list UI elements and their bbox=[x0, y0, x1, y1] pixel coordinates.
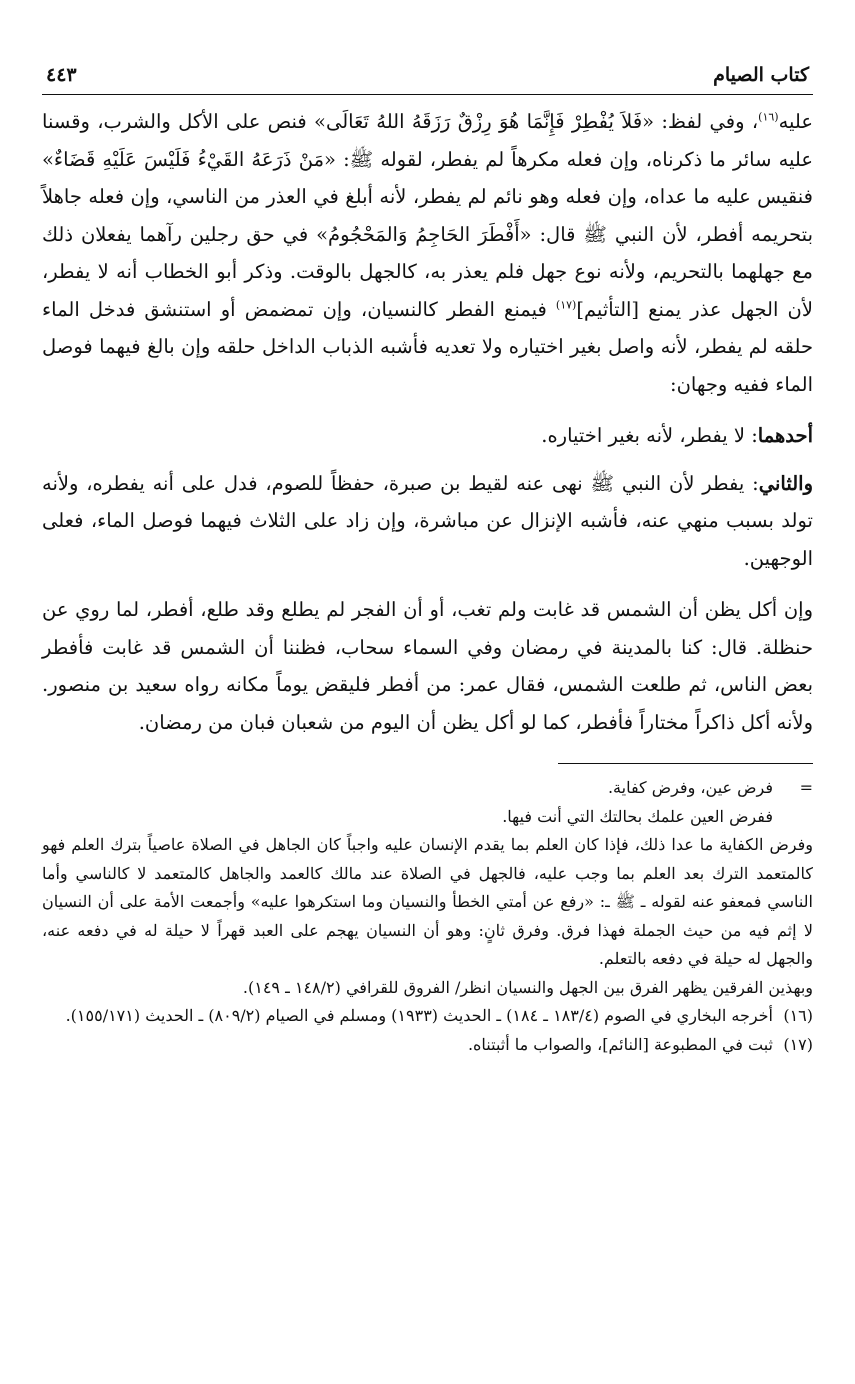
paragraph-4: وإن أكل يظن أن الشمس قد غابت ولم تغب، أو أن الفجر لم يطلع وقد طلع، أفطر، لما روي عن حنظلة. قال: كنا بالمدينة في رمضان وفي السماء سحاب، فظننا أن الشمس قد غابت فأفطر بعض الناس، ثم طلعت الشمس، فقال عمر: من أفطر فليقض يوماً مكانه رواه سعيد بن منصور. ولأنه أكل ذاكراً مختاراً فأفطر، كما لو أكل يظن أن اليوم من شعبان فبان من رمضان. bbox=[42, 598, 813, 734]
footnote-line-row bbox=[42, 831, 813, 974]
footnote-line-row bbox=[42, 803, 813, 832]
footnote-number: (١٦) bbox=[783, 1006, 813, 1025]
footnote-divider bbox=[558, 763, 813, 764]
footnote-line: فرض عين، وفرض كفاية. bbox=[607, 778, 773, 797]
continuation-mark: = bbox=[799, 778, 813, 797]
footnote-line: ففرض العين علمك بحالتك التي أنت فيها. bbox=[502, 806, 773, 826]
footnote-number: (١٧) bbox=[783, 1034, 813, 1054]
footnote-line: وفرض الكفاية ما عدا ذلك، فإذا كان العلم بما يقدم الإنسان عليه واجباً كان الجاهل في الصلاة عاصياً بترك العلم فهو كالمتعمد الترك بعد العلم بما وجب عليه، فالجهل في الصلاة عند مالك كالعمد والجاهل كالمتعمد لا كالناسي وأما الناسي فمعفو عنه لقوله ـ ﷺ ـ: «رفع عن أمتي الخطأ والنسيان وما استكرهوا عليه» وأجمعت الأمة على أن النسيان لا إثم فيه من حيث الجملة فهذا فرق. وفرق ثانٍ: وهو أن النسيان يهجم على العبد قهراً لا حيلة له في دفعه عنه، والجهل له حيلة في دفعه بالتعلم. bbox=[42, 835, 813, 968]
footnote-line-row bbox=[42, 974, 813, 1003]
footnote-16 bbox=[42, 1002, 813, 1031]
footnote-continuation bbox=[42, 774, 813, 803]
footnote-ref-17[interactable]: (١٧) bbox=[555, 298, 577, 311]
page-header bbox=[42, 62, 813, 95]
footnote-line: وبهذين الفرقين يظهر الفرق بين الجهل والنسيان انظر/ الفروق للقرافي (١٤٨/٢ ـ ١٤٩). bbox=[242, 977, 813, 997]
footnotes bbox=[42, 774, 813, 1059]
paragraph-2: أحدهما: لا يفطر، لأنه بغير اختياره. bbox=[541, 424, 813, 447]
paragraph-lead: أحدهما bbox=[757, 424, 813, 447]
paragraph-lead: والثاني bbox=[758, 471, 813, 495]
paragraph-3: والثاني: يفطر لأن النبي ﷺ نهى عنه لقيط بن صبرة، حفظاً للصوم، فدل على أنه يفطره، ولأنه تولد بسبب منهي عنه، فأشبه الإنزال عن مباشرة، وإن زاد على الثلاث فيهما فوصل الماء، فعلى الوجهين. bbox=[42, 471, 813, 570]
paragraph-1: عليه$^{(١٦)}$، وفي لفظ: «فَلاَ يُفْطِرْ فَإِنَّمَا هُوَ رِزْقٌ رَزَقَهُ اللهُ تَعَالَى» فنص على الأكل والشرب، وقسنا عليه سائر ما ذكرناه، وإن فعله مكرهاً لم يفطر، لقوله ﷺ: «مَنْ ذَرَعَهُ القَيْءُ فَلَيْسَ عَلَيْهِ قَضَاءٌ» فنقيس عليه ما عداه، وإن فعله وهو نائم لم يفطر، لأنه أبلغ في العذر من الناسي، وإن فعله جاهلاً بتحريمه أفطر، لأن النبي ﷺ قال: «أَفْطَرَ الحَاجِمُ وَالمَحْجُومُ» في حق رجلين رآهما يفعلان ذلك مع جهلهما بالتحريم، ولأنه نوع جهل فلم يعذر به، كالجهل بالوقت. وذكر أبو الخطاب أنه لا يفطر، لأن الجهل عذر يمنع [التأثيم]$^{(١٧)}$ فيمنع الفطر كالنسيان، وإن تمضمض أو استنشق فدخل الماء حلقه لم يفطر، لأنه واصل بغير اختياره ولا تعديه فأشبه الذباب الداخل حلقه وإن بالغ فيهما فوصل الماء ففيه وجهان: bbox=[42, 110, 813, 396]
footnote-ref-16[interactable]: (١٦) bbox=[758, 110, 779, 124]
page-number: ٤٤٣ bbox=[46, 64, 77, 86]
chapter-title: كتاب الصيام bbox=[713, 64, 809, 86]
footnote-text: ثبت في المطبوعة [النائم]، والصواب ما أثبتناه. bbox=[467, 1034, 773, 1054]
main-text bbox=[42, 103, 813, 741]
footnote-text: أخرجه البخاري في الصوم (١٨٣/٤ ـ ١٨٤) ـ الحديث (١٩٣٣) ومسلم في الصيام (٨٠٩/٢) ـ الحديث (١٥٥/١٧١). bbox=[65, 1006, 773, 1025]
footnote-17 bbox=[42, 1031, 813, 1060]
